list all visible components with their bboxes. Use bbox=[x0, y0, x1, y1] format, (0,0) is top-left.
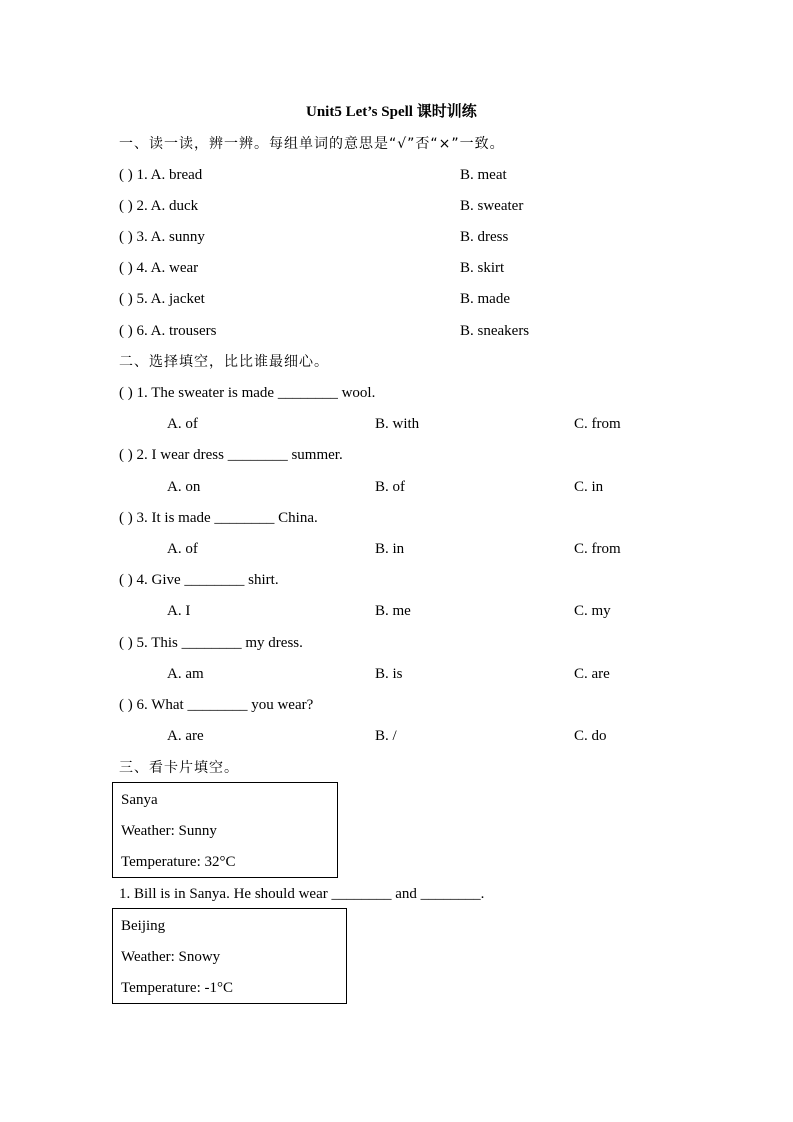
section2-q3-option-b: B. in bbox=[375, 541, 405, 557]
section2-q2-option-a: A. on bbox=[167, 479, 201, 495]
section3-heading: 三、看卡片填空。 bbox=[119, 760, 239, 776]
section2-q4-option-c: C. my bbox=[574, 603, 611, 619]
section1-item-2-a: ( ) 2. A. duck bbox=[119, 198, 199, 214]
card-city: Beijing bbox=[121, 918, 166, 934]
section2-q6-option-a: A. are bbox=[167, 728, 204, 744]
section2-q6-option-b: B. / bbox=[375, 728, 397, 744]
section1-item-1-a: ( ) 1. A. bread bbox=[119, 167, 203, 183]
section1-item-6-a: ( ) 6. A. trousers bbox=[119, 323, 217, 339]
section2-question-2: ( ) 2. I wear dress ________ summer. bbox=[119, 447, 343, 463]
section2-question-6: ( ) 6. What ________ you wear? bbox=[119, 697, 314, 713]
section2-question-5: ( ) 5. This ________ my dress. bbox=[119, 635, 303, 651]
section2-heading: 二、选择填空，比比谁最细心。 bbox=[119, 354, 329, 370]
section1-item-4-b: B. skirt bbox=[460, 260, 505, 276]
section2-q4-option-b: B. me bbox=[375, 603, 411, 619]
section2-q5-option-b: B. is bbox=[375, 666, 403, 682]
info-card-sanya bbox=[112, 782, 338, 878]
section1-item-1-b: B. meat bbox=[460, 167, 507, 183]
card-weather: Weather: Snowy bbox=[121, 949, 221, 965]
section2-q1-option-c: C. from bbox=[574, 416, 621, 432]
card-weather: Weather: Sunny bbox=[121, 823, 217, 839]
section2-question-4: ( ) 4. Give ________ shirt. bbox=[119, 572, 279, 588]
section2-question-3: ( ) 3. It is made ________ China. bbox=[119, 510, 318, 526]
section1-item-2-b: B. sweater bbox=[460, 198, 524, 214]
section2-q6-option-c: C. do bbox=[574, 728, 607, 744]
section2-q5-option-c: C. are bbox=[574, 666, 610, 682]
section1-item-3-b: B. dress bbox=[460, 229, 509, 245]
section1-item-5-a: ( ) 5. A. jacket bbox=[119, 291, 205, 307]
card-temperature: Temperature: -1°C bbox=[121, 980, 233, 996]
section1-item-5-b: B. made bbox=[460, 291, 510, 307]
section1-item-6-b: B. sneakers bbox=[460, 323, 530, 339]
card-city: Sanya bbox=[121, 792, 158, 808]
section2-question-1: ( ) 1. The sweater is made ________ wool. bbox=[119, 385, 376, 401]
section1-heading: 一、读一读，辨一辨。每组单词的意思是“√”否“×”一致。 bbox=[119, 136, 505, 152]
section2-q5-option-a: A. am bbox=[167, 666, 204, 682]
section1-item-4-a: ( ) 4. A. wear bbox=[119, 260, 199, 276]
section3-question-1: 1. Bill is in Sanya. He should wear ________ and ________. bbox=[119, 886, 485, 902]
section2-q2-option-b: B. of bbox=[375, 479, 405, 495]
page-title: Unit5 Let’s Spell 课时训练 bbox=[306, 104, 477, 120]
section2-q2-option-c: C. in bbox=[574, 479, 604, 495]
section2-q1-option-b: B. with bbox=[375, 416, 420, 432]
section2-q3-option-a: A. of bbox=[167, 541, 198, 557]
section2-q3-option-c: C. from bbox=[574, 541, 621, 557]
card-temperature: Temperature: 32°C bbox=[121, 854, 236, 870]
info-card-beijing bbox=[112, 908, 347, 1004]
section2-q1-option-a: A. of bbox=[167, 416, 198, 432]
section2-q4-option-a: A. I bbox=[167, 603, 191, 619]
section1-item-3-a: ( ) 3. A. sunny bbox=[119, 229, 205, 245]
